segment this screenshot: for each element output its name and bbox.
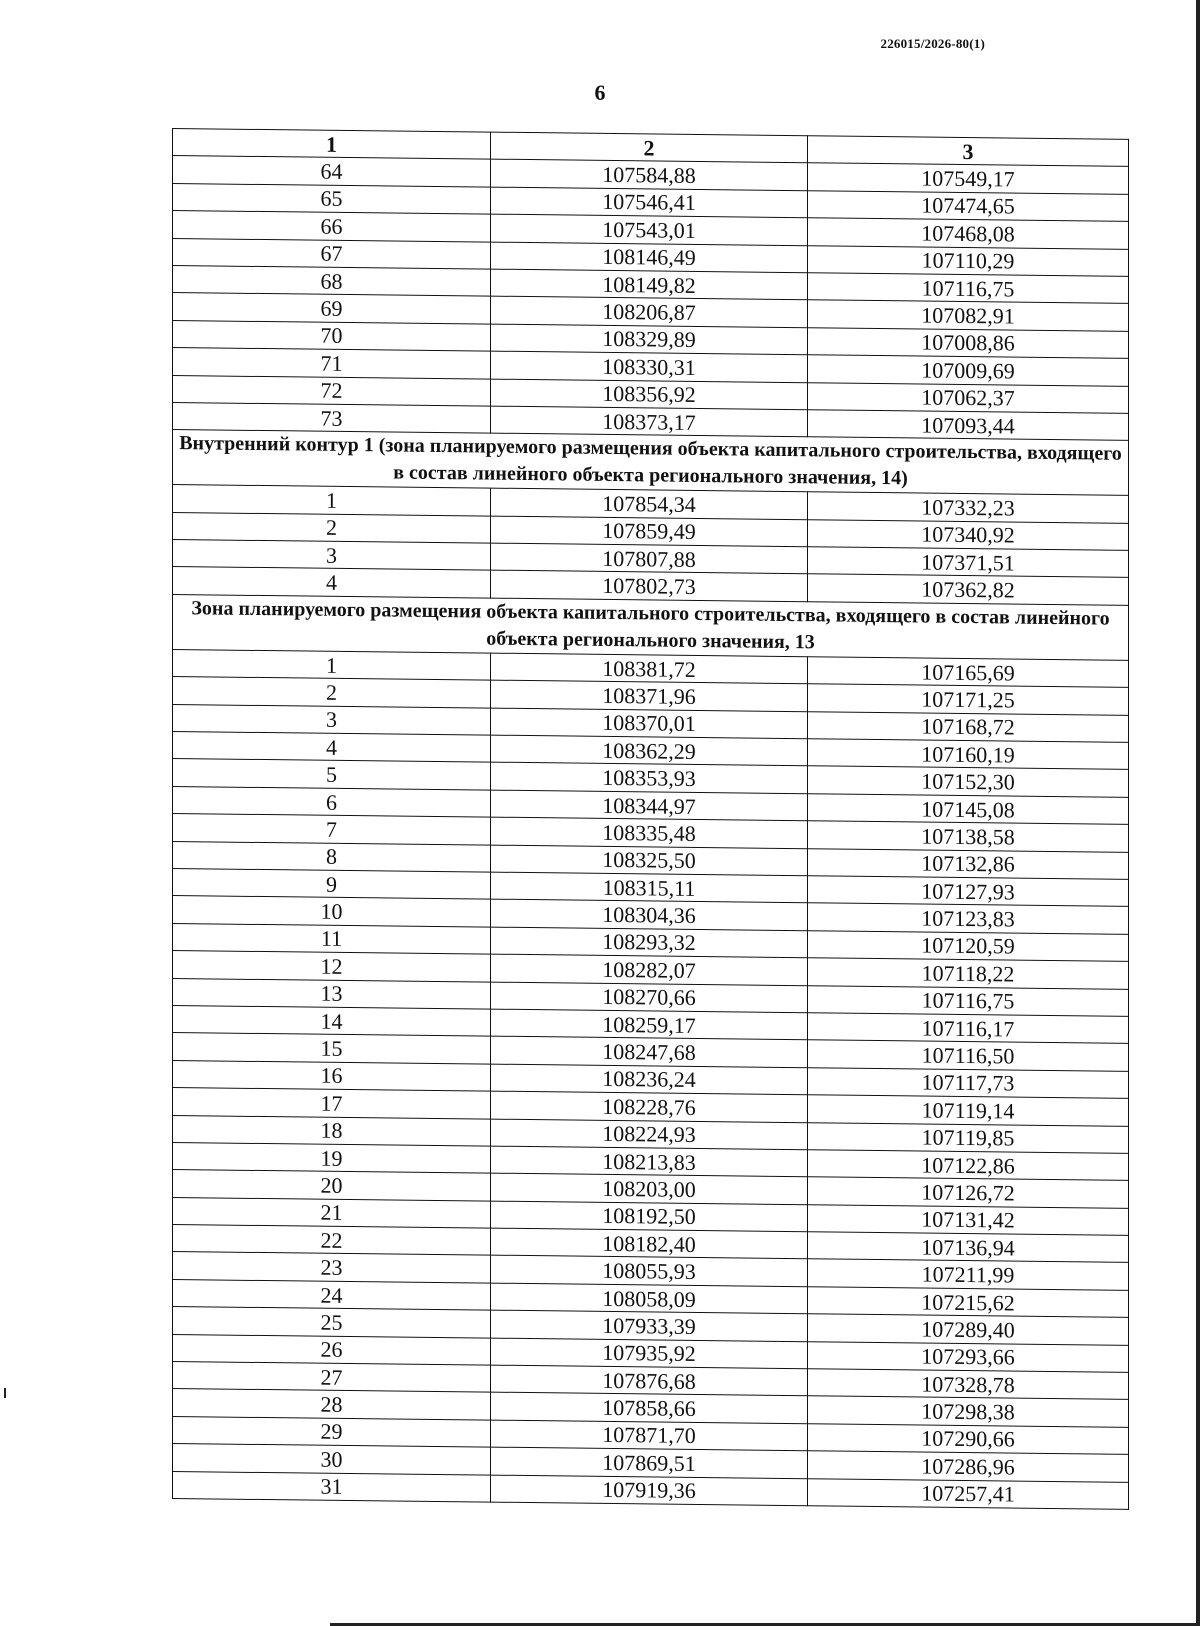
y-coordinate-cell: 107120,59 bbox=[808, 930, 1129, 961]
point-number-cell: 64 bbox=[173, 156, 491, 187]
x-coordinate-cell: 108055,93 bbox=[491, 1256, 808, 1287]
point-number-cell: 72 bbox=[173, 375, 491, 406]
y-coordinate-cell: 107127,93 bbox=[808, 876, 1129, 907]
scan-edge-mark bbox=[4, 1388, 6, 1398]
point-number-cell: 18 bbox=[173, 1115, 491, 1146]
x-coordinate-cell: 108270,66 bbox=[491, 982, 808, 1013]
point-number-cell: 66 bbox=[173, 211, 491, 242]
point-number-cell: 1 bbox=[173, 649, 491, 680]
y-coordinate-cell: 107116,75 bbox=[808, 273, 1129, 304]
y-coordinate-cell: 107152,30 bbox=[808, 766, 1129, 797]
x-coordinate-cell: 108330,31 bbox=[491, 351, 808, 382]
point-number-cell: 31 bbox=[173, 1471, 491, 1502]
y-coordinate-cell: 107082,91 bbox=[808, 300, 1129, 331]
point-number-cell: 6 bbox=[173, 786, 491, 817]
y-coordinate-cell: 107062,37 bbox=[808, 382, 1129, 413]
point-number-cell: 73 bbox=[173, 402, 491, 433]
y-coordinate-cell: 107293,66 bbox=[808, 1341, 1129, 1372]
point-number-cell: 14 bbox=[173, 1005, 491, 1036]
y-coordinate-cell: 107126,72 bbox=[808, 1177, 1129, 1208]
y-coordinate-cell: 107116,17 bbox=[808, 1013, 1129, 1044]
y-coordinate-cell: 107117,73 bbox=[808, 1067, 1129, 1098]
x-coordinate-cell: 107869,51 bbox=[491, 1447, 808, 1478]
point-number-cell: 24 bbox=[173, 1279, 491, 1310]
x-coordinate-cell: 108370,01 bbox=[491, 708, 808, 739]
point-number-cell: 2 bbox=[173, 512, 491, 543]
x-coordinate-cell: 108259,17 bbox=[491, 1009, 808, 1040]
y-coordinate-cell: 107131,42 bbox=[808, 1204, 1129, 1235]
x-coordinate-cell: 107584,88 bbox=[491, 160, 808, 191]
y-coordinate-cell: 107118,22 bbox=[808, 958, 1129, 989]
point-number-cell: 13 bbox=[173, 978, 491, 1009]
x-coordinate-cell: 108371,96 bbox=[491, 680, 808, 711]
x-coordinate-cell: 108206,87 bbox=[491, 296, 808, 327]
x-coordinate-cell: 108203,00 bbox=[491, 1173, 808, 1204]
x-coordinate-cell: 108224,93 bbox=[491, 1119, 808, 1150]
y-coordinate-cell: 107332,23 bbox=[808, 492, 1129, 523]
point-number-cell: 26 bbox=[173, 1334, 491, 1365]
y-coordinate-cell: 107290,66 bbox=[808, 1424, 1129, 1455]
point-number-cell: 70 bbox=[173, 320, 491, 351]
column-header: 2 bbox=[491, 132, 808, 163]
x-coordinate-cell: 107802,73 bbox=[491, 571, 808, 602]
x-coordinate-cell: 107935,92 bbox=[491, 1338, 808, 1369]
x-coordinate-cell: 108247,68 bbox=[491, 1036, 808, 1067]
x-coordinate-cell: 108315,11 bbox=[491, 872, 808, 903]
y-coordinate-cell: 107286,96 bbox=[808, 1451, 1129, 1482]
x-coordinate-cell: 108149,82 bbox=[491, 269, 808, 300]
y-coordinate-cell: 107171,25 bbox=[808, 684, 1129, 715]
y-coordinate-cell: 107340,92 bbox=[808, 519, 1129, 550]
column-header: 1 bbox=[173, 129, 491, 160]
point-number-cell: 16 bbox=[173, 1060, 491, 1091]
x-coordinate-cell: 108344,97 bbox=[491, 790, 808, 821]
x-coordinate-cell: 108356,92 bbox=[491, 379, 808, 410]
y-coordinate-cell: 107257,41 bbox=[808, 1478, 1129, 1509]
y-coordinate-cell: 107474,65 bbox=[808, 190, 1129, 221]
y-coordinate-cell: 107549,17 bbox=[808, 163, 1129, 194]
point-number-cell: 8 bbox=[173, 841, 491, 872]
x-coordinate-cell: 108228,76 bbox=[491, 1091, 808, 1122]
y-coordinate-cell: 107136,94 bbox=[808, 1232, 1129, 1263]
point-number-cell: 9 bbox=[173, 868, 491, 899]
x-coordinate-cell: 107858,66 bbox=[491, 1393, 808, 1424]
point-number-cell: 17 bbox=[173, 1088, 491, 1119]
point-number-cell: 71 bbox=[173, 348, 491, 379]
x-coordinate-cell: 108236,24 bbox=[491, 1064, 808, 1095]
point-number-cell: 3 bbox=[173, 540, 491, 571]
point-number-cell: 30 bbox=[173, 1444, 491, 1475]
x-coordinate-cell: 107919,36 bbox=[491, 1475, 808, 1506]
y-coordinate-cell: 107145,08 bbox=[808, 794, 1129, 825]
point-number-cell: 4 bbox=[173, 732, 491, 763]
x-coordinate-cell: 108373,17 bbox=[491, 406, 808, 437]
point-number-cell: 25 bbox=[173, 1307, 491, 1338]
x-coordinate-cell: 107546,41 bbox=[491, 187, 808, 218]
coordinates-table bbox=[172, 128, 1129, 1510]
point-number-cell: 5 bbox=[173, 759, 491, 790]
y-coordinate-cell: 107116,50 bbox=[808, 1040, 1129, 1071]
x-coordinate-cell: 108182,40 bbox=[491, 1228, 808, 1259]
point-number-cell: 29 bbox=[173, 1416, 491, 1447]
y-coordinate-cell: 107123,83 bbox=[808, 903, 1129, 934]
x-coordinate-cell: 108058,09 bbox=[491, 1283, 808, 1314]
y-coordinate-cell: 107328,78 bbox=[808, 1369, 1129, 1400]
y-coordinate-cell: 107138,58 bbox=[808, 821, 1129, 852]
x-coordinate-cell: 108282,07 bbox=[491, 954, 808, 985]
y-coordinate-cell: 107119,85 bbox=[808, 1122, 1129, 1153]
point-number-cell: 12 bbox=[173, 951, 491, 982]
x-coordinate-cell: 108362,29 bbox=[491, 735, 808, 766]
y-coordinate-cell: 107362,82 bbox=[808, 574, 1129, 605]
y-coordinate-cell: 107165,69 bbox=[808, 657, 1129, 688]
x-coordinate-cell: 108213,83 bbox=[491, 1146, 808, 1177]
x-coordinate-cell: 108381,72 bbox=[491, 653, 808, 684]
point-number-cell: 28 bbox=[173, 1389, 491, 1420]
y-coordinate-cell: 107160,19 bbox=[808, 739, 1129, 770]
point-number-cell: 23 bbox=[173, 1252, 491, 1283]
x-coordinate-cell: 107933,39 bbox=[491, 1310, 808, 1341]
section-heading-inner-contour: Внутренний контур 1 (зона планируемого размещения объекта капитального строительства, входящего в состав линейного объекта регионального значения, 14) bbox=[173, 430, 1129, 496]
point-number-cell: 69 bbox=[173, 293, 491, 324]
column-header: 3 bbox=[808, 136, 1129, 167]
point-number-cell: 3 bbox=[173, 704, 491, 735]
point-number-cell: 21 bbox=[173, 1197, 491, 1228]
y-coordinate-cell: 107298,38 bbox=[808, 1396, 1129, 1427]
x-coordinate-cell: 107807,88 bbox=[491, 543, 808, 574]
point-number-cell: 4 bbox=[173, 567, 491, 598]
point-number-cell: 22 bbox=[173, 1225, 491, 1256]
x-coordinate-cell: 108325,50 bbox=[491, 845, 808, 876]
point-number-cell: 65 bbox=[173, 183, 491, 214]
x-coordinate-cell: 108304,36 bbox=[491, 899, 808, 930]
y-coordinate-cell: 107211,99 bbox=[808, 1259, 1129, 1290]
point-number-cell: 19 bbox=[173, 1142, 491, 1173]
x-coordinate-cell: 108293,32 bbox=[491, 927, 808, 958]
x-coordinate-cell: 107876,68 bbox=[491, 1365, 808, 1396]
document-number: 226015/2026-80(1) bbox=[880, 36, 985, 51]
x-coordinate-cell: 107871,70 bbox=[491, 1420, 808, 1451]
point-number-cell: 1 bbox=[173, 485, 491, 516]
section-heading-zone: Зона планируемого размещения объекта капитального строительства, входящего в состав линейного объекта регионального значения, 13 bbox=[173, 594, 1129, 660]
point-number-cell: 10 bbox=[173, 896, 491, 927]
point-number-cell: 15 bbox=[173, 1033, 491, 1064]
x-coordinate-cell: 107543,01 bbox=[491, 214, 808, 245]
y-coordinate-cell: 107468,08 bbox=[808, 218, 1129, 249]
x-coordinate-cell: 108353,93 bbox=[491, 763, 808, 794]
point-number-cell: 20 bbox=[173, 1170, 491, 1201]
scan-edge-right bbox=[1196, 0, 1200, 1626]
point-number-cell: 2 bbox=[173, 677, 491, 708]
point-number-cell: 68 bbox=[173, 265, 491, 296]
x-coordinate-cell: 108192,50 bbox=[491, 1201, 808, 1232]
y-coordinate-cell: 107168,72 bbox=[808, 711, 1129, 742]
x-coordinate-cell: 107859,49 bbox=[491, 516, 808, 547]
x-coordinate-cell: 108146,49 bbox=[491, 242, 808, 273]
y-coordinate-cell: 107116,75 bbox=[808, 985, 1129, 1016]
point-number-cell: 27 bbox=[173, 1362, 491, 1393]
point-number-cell: 11 bbox=[173, 923, 491, 954]
y-coordinate-cell: 107371,51 bbox=[808, 547, 1129, 578]
x-coordinate-cell: 108329,89 bbox=[491, 324, 808, 355]
y-coordinate-cell: 107110,29 bbox=[808, 245, 1129, 276]
y-coordinate-cell: 107132,86 bbox=[808, 848, 1129, 879]
y-coordinate-cell: 107009,69 bbox=[808, 355, 1129, 386]
page-number: 6 bbox=[594, 80, 606, 105]
y-coordinate-cell: 107289,40 bbox=[808, 1314, 1129, 1345]
x-coordinate-cell: 107854,34 bbox=[491, 488, 808, 519]
x-coordinate-cell: 108335,48 bbox=[491, 817, 808, 848]
y-coordinate-cell: 107122,86 bbox=[808, 1150, 1129, 1181]
y-coordinate-cell: 107093,44 bbox=[808, 410, 1129, 441]
point-number-cell: 7 bbox=[173, 814, 491, 845]
y-coordinate-cell: 107008,86 bbox=[808, 327, 1129, 358]
point-number-cell: 67 bbox=[173, 238, 491, 269]
y-coordinate-cell: 107119,14 bbox=[808, 1095, 1129, 1126]
y-coordinate-cell: 107215,62 bbox=[808, 1287, 1129, 1318]
